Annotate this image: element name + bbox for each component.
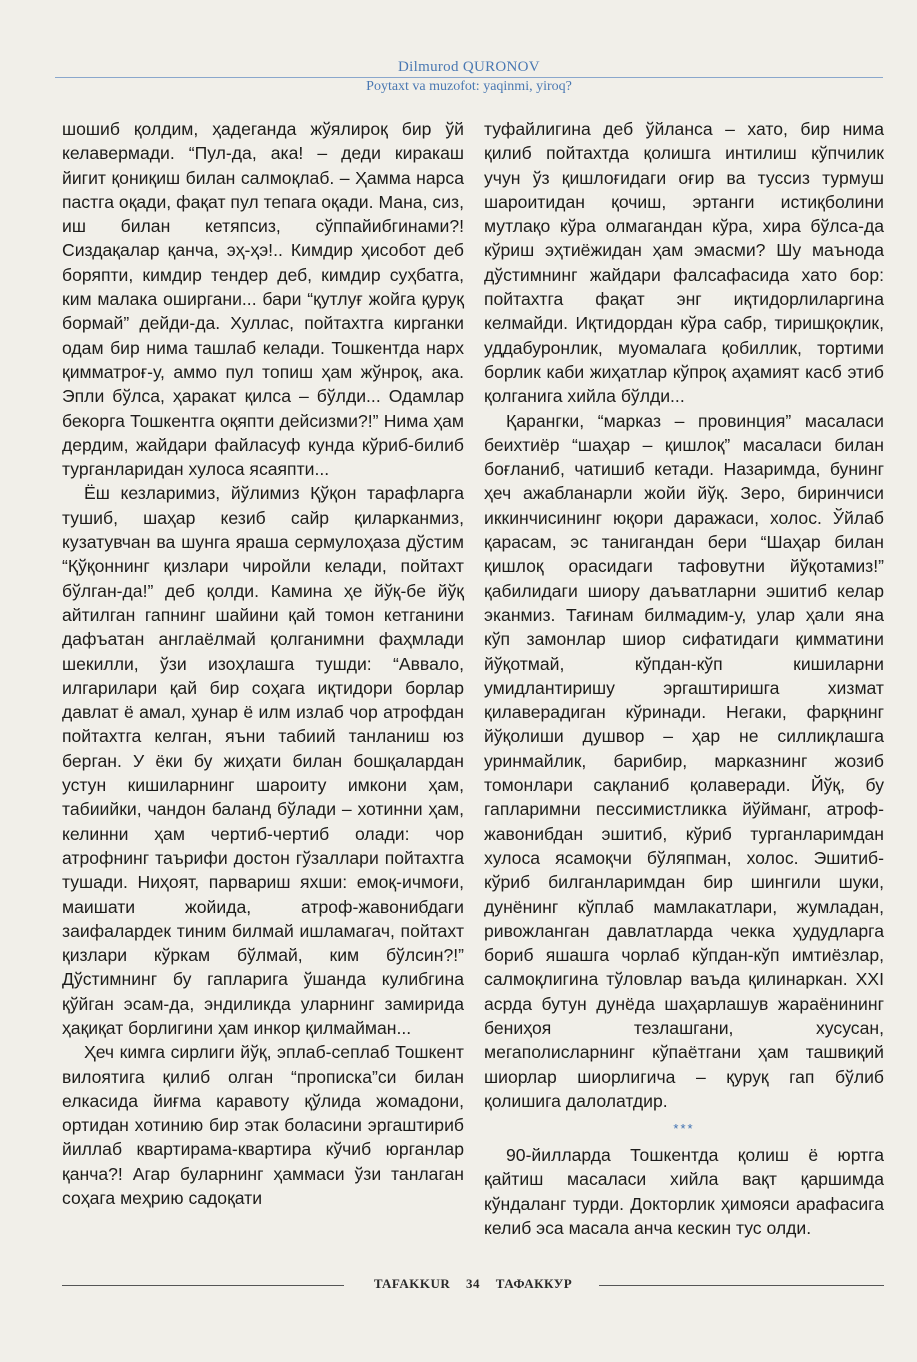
- author-name: Dilmurod QURONOV: [398, 59, 540, 75]
- journal-name-cyrillic: ТАФАККУР: [495, 1276, 573, 1291]
- journal-name-latin: TAFAKKUR: [373, 1276, 451, 1291]
- article-title: Poytaxt va muzofot: yaqinmi, yiroq?: [366, 79, 572, 94]
- running-header: [55, 58, 883, 96]
- right-column: [484, 117, 884, 1240]
- paragraph: Ёш кезларимиз, йўлимиз Қўқон тарафларга тушиб, шаҳар кезиб сайр қиларканмиз, кузатувчан ва шунга яраша сермулоҳаза дўстим “Қўқоннинг қизлари чиройли келади, пойтахт бўлган-да!” деб қолди. Камина ҳе йўқ-бе йўқ айтилган гапнинг шайини қай томон кетганини дафъатан англаёлмай қолганимни фаҳмлади шекилли, ўзи изоҳлашга тушди: “Аввало, илгарилари қай бир соҳага иқтидори борлар давлат ё амал, ҳунар ё илм излаб чор атрофдан пойтахтга келган, яъни табиий танланиш юз берган. У ёки бу жиҳати билан бошқалардан устун кишиларнинг шароиту имкони ҳам, табиийки, чандон баланд бўлади – хотинни ҳам, келинни ҳам чертиб-чертиб олади: чор атрофнинг таърифи достон гўзаллари пойтахтга тушади. Ниҳоят, парвариш яхши: емоқ-ичмоғи, маишати жойида, атроф-жавонибдаги заифалардек тиним билмай ишламагач, пойтахт қизлари кўркам бўлмай, ким бўлсин?!” Дўстимнинг бу гапларига ўшанда кулибгина қўйган эсам-да, эндиликда уларнинг замирида ҳақиқат борлигини ҳам инкор қилмайман...: [62, 483, 464, 1038]
- paragraph: шошиб қолдим, ҳадеганда жўялироқ бир ўй келавермади. “Пул-да, ака! – деди киракаш йигит қониқиш билан салмоқлаб. – Ҳамма нарса пастга оқади, фақат пул тепага оқади. Мана, сиз, иш билан кетяпсиз, сўппайибгинами?! Сиздақалар қанча, эҳ-ҳэ!.. Кимдир ҳисобот деб боряпти, кимдир тендер деб, кимдир суҳбатга, ким малака оширгани... бари “қутлуғ жойга қуруқ бормай” дейди-да. Хуллас, пойтахтга кирганки одам бир нима ташлаб келади. Тошкентда нарх қимматроғ-у, аммо пул топиш ҳам жўнроқ, ака. Эпли бўлса, ҳаракат қилса – бўлди... Одамлар бекорга Тошкентга оқяпти дейсизми?!” Нима ҳам дердим, жайдари файласуф кунда кўриб-билиб турганларидан хулоса ясаяпти...: [62, 119, 464, 480]
- footer-rule-left: [62, 1285, 344, 1286]
- section-separator: ***: [673, 1121, 695, 1137]
- footer-rule-right: [599, 1285, 884, 1286]
- paragraph: Қарангки, “марказ – провинция” масаласи беихтиёр “шаҳар – қишлоқ” масаласи билан боғланиб, чатишиб кетади. Назаримда, бунинг ҳеч ажабланарли жойи йўқ. Зеро, биринчиси иккинчисининг юқори даражаси, холос. Ўйлаб қарасам, эс танигандан бери “Шаҳар билан қишлоқ орасидаги тафовутни йўқотамиз!” қабилидаги шиору даъватларни эшитиб келар эканмиз. Тағинам билмадим-у, улар ҳали яна кўп замонлар шиор сифатидаги қимматини йўқотмай, кўпдан-кўп кишиларни умидлантиришу эргаштиришга хизмат қилаверадиган кўринади. Негаки, фарқнинг йўқолиши душвор – ҳар не силлиқлашга уринмайлик, барибир, марказнинг жозиб томонлари сақланиб қолаверади. Йўқ, бу гапларимни пессимистликка йўйманг, атроф-жавонибдан эшитиб, кўриб турганларимдан хулоса ясамоқчи бўляпман, холос. Эшитиб-кўриб билганларимдан бир шингили шуки, дунёнинг кўплаб мамлакатлари, жумладан, ривожланган давлатларда чекка ҳудудларга бориб яшашга чорлаб кўпдан-кўп имтиёзлар, салмоқлигина тўловлар ваъда қилинаркан. XXI асрда бутун дунёда шаҳарлашув жараёнининг бениҳоя тезлашгани, хусусан, мегаполисларнинг кўпаётгани ҳам ташвиқий шиорлар шиорлигича – қуруқ гап бўлиб қолишига далолатдир.: [484, 410, 884, 1111]
- paragraph: 90-йилларда Тошкентда қолиш ё юртга қайтиш масаласи хийла вақт қаршимда кўндаланг турди. Докторлик ҳимояси арафасига келиб эса масала анча кескин тус олди.: [484, 1145, 884, 1239]
- footer-label: [357, 1276, 589, 1292]
- paragraph: туфайлигина деб ўйланса – хато, бир нима қилиб пойтахтда қолишга интилиш кўпчилик учун ўз қишлоғидаги оғир ва туссиз турмуш шароитидан қочиш, эртанги истиқболини мутлақо кўра олмагандан кўра, хира бўлса-да кўриш эҳтиёжидан ҳам эмасми? Шу маънода дўстимнинг жайдари фалсафасида хато бор: пойтахтга фақат энг иқтидорлиларгина келмайди. Иқтидордан кўра сабр, тиришқоқлик, уддабуронлик, муомалага қобиллик, тортими борлик каби жиҳатлар кўпроқ аҳамият касб этиб қолганига хийла бўлди...: [484, 119, 884, 407]
- page-footer: [62, 1274, 884, 1294]
- paragraph: Ҳеч кимга сирлиги йўқ, эплаб-сеплаб Тошкент вилоятига қилиб олган “прописка”си билан елкасида йиғма каравоту қўлида жомадони, ортидан хотинию бир этак боласини эргаштириб йиллаб квартирама-квартира кўчиб юрганлар қанча?! Агар буларнинг ҳаммаси ўзи танлаган соҳага меҳрию садоқати: [62, 1042, 464, 1209]
- header-rule: [55, 77, 883, 78]
- page-number: 34: [466, 1276, 481, 1291]
- left-column: [62, 117, 464, 1210]
